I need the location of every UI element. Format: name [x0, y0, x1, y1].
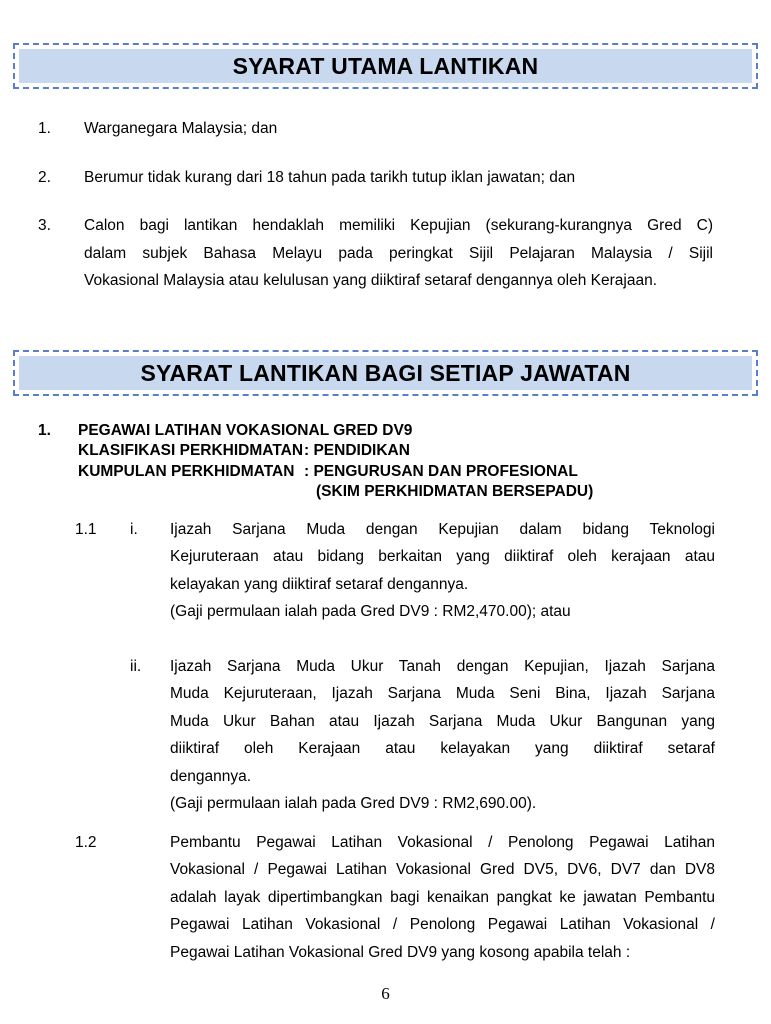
- banner-per-job-title: SYARAT LANTIKAN BAGI SETIAP JAWATAN: [19, 356, 752, 390]
- general-condition-item-2: [38, 164, 771, 192]
- text-line: Berumur tidak kurang dari 18 tahun pada tarikh tutup iklan jawatan; dan: [84, 168, 576, 186]
- service-group-value-cont: (SKIM PERKHIDMATAN BERSEPADU): [316, 483, 594, 500]
- text-line: Warganegara Malaysia; dan: [84, 120, 278, 137]
- text-line: dalam subjek Bahasa Melayu pada peringkat Sijil Pelajaran Malaysia / Sijil: [84, 244, 713, 262]
- subitem-text: [170, 653, 715, 818]
- subitem-ii: [130, 653, 771, 818]
- clause-number: 1.2: [75, 833, 97, 851]
- subitem-marker: ii.: [130, 657, 142, 675]
- subitem-text: [170, 516, 715, 626]
- text-line: Muda Ukur Bahan atau Ijazah Sarjana Muda Ukur Bangunan yang: [170, 712, 715, 730]
- general-condition-item-1: [38, 115, 771, 143]
- subitem-marker: i.: [130, 520, 138, 538]
- item-text: [84, 164, 713, 192]
- service-group-value-line: : PENGURUSAN DAN PROFESIONAL: [304, 462, 578, 480]
- text-line: Ijazah Sarjana Muda Ukur Tanah dengan Kepujian, Ijazah Sarjana: [170, 657, 715, 675]
- text-line: diiktiraf oleh Kerajaan atau kelayakan yang diiktiraf setaraf: [170, 740, 715, 757]
- text-line: Vokasional / Pegawai Latihan Vokasional Gred DV5, DV6, DV7 dan DV8: [170, 861, 715, 878]
- text-line: Pembantu Pegawai Latihan Vokasional / Penolong Pegawai Latihan: [170, 833, 715, 851]
- text-line: adalah layak dipertimbangkan bagi kenaikan pangkat ke jawatan Pembantu: [170, 888, 715, 906]
- general-condition-item-3: [38, 212, 771, 295]
- text-line: Vokasional Malaysia atau kelulusan yang diiktiraf setaraf dengannya oleh Kerajaan.: [84, 272, 658, 289]
- job-heading: [38, 421, 771, 503]
- text-line: Pegawai Latihan Vokasional / Penolong Pegawai Latihan Vokasional /: [170, 916, 715, 933]
- banner-main-title: SYARAT UTAMA LANTIKAN: [19, 49, 752, 83]
- service-group-row: [78, 462, 771, 503]
- service-class-label: KLASIFIKASI PERKHIDMATAN: [78, 442, 304, 459]
- clause-1-1: [75, 516, 771, 818]
- service-group-value: [304, 462, 771, 503]
- text-line: Muda Kejuruteraan, Ijazah Sarjana Muda Seni Bina, Ijazah Sarjana: [170, 685, 715, 702]
- text-line: Calon bagi lantikan hendaklah memiliki Kepujian (sekurang-kurangnya Gred C): [84, 217, 713, 234]
- salary-line: (Gaji permulaan ialah pada Gred DV9 : RM2,690.00).: [170, 795, 537, 812]
- item-text: [84, 212, 713, 295]
- clause-1-2: [75, 829, 771, 967]
- job-title: PEGAWAI LATIHAN VOKASIONAL GRED DV9: [78, 421, 413, 439]
- clause-text: [170, 829, 715, 967]
- text-line: Kejuruteraan atau bidang berkaitan yang diiktiraf oleh kerajaan atau: [170, 548, 715, 565]
- banner-per-job: [13, 350, 758, 396]
- salary-line: (Gaji permulaan ialah pada Gred DV9 : RM2,470.00); atau: [170, 603, 571, 620]
- item-text: [84, 115, 713, 143]
- job-heading-body: [78, 421, 771, 503]
- item-number: 2.: [38, 168, 51, 186]
- text-line: Pegawai Latihan Vokasional Gred DV9 yang kosong apabila telah :: [170, 943, 631, 961]
- text-line: dengannya.: [170, 767, 252, 785]
- clause-number: 1.1: [75, 520, 97, 538]
- service-class-value: : PENDIDIKAN: [304, 442, 410, 459]
- text-line: kelayakan yang diiktiraf setaraf dengannya.: [170, 575, 469, 593]
- service-class-row: [78, 441, 771, 462]
- item-number: 3.: [38, 217, 51, 234]
- general-conditions-list: [0, 115, 771, 295]
- banner-main: [13, 43, 758, 89]
- service-group-label: KUMPULAN PERKHIDMATAN: [78, 462, 295, 480]
- text-line: Ijazah Sarjana Muda dengan Kepujian dalam bidang Teknologi: [170, 520, 715, 538]
- page-number: 6: [381, 984, 390, 1003]
- subitem-i: [130, 516, 771, 626]
- item-number: 1.: [38, 120, 51, 137]
- job-number: 1.: [38, 421, 51, 439]
- clause-1-1-subitems: [130, 516, 771, 818]
